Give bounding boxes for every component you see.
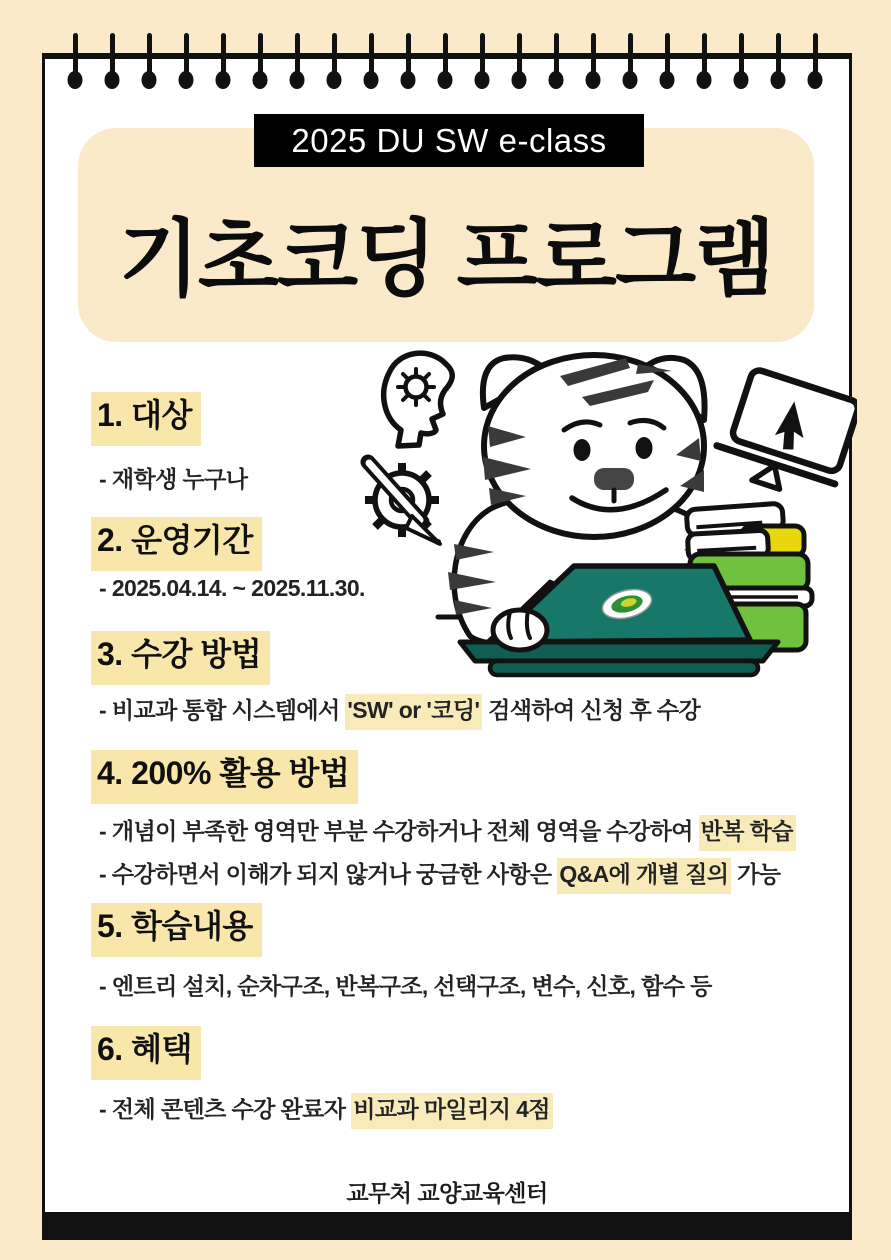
tiger-nose <box>594 468 634 490</box>
section-body-5: - 엔트리 설치, 순차구조, 반복구조, 선택구조, 변수, 신호, 함수 등 <box>99 973 712 999</box>
spiral-pin <box>554 33 559 77</box>
section-heading-5: 5. 학습내용 <box>91 901 262 947</box>
section-heading-3: 3. 수강 방법 <box>91 629 270 675</box>
section-heading-2: 2. 운영기간 <box>91 515 262 561</box>
tiger-paw <box>493 610 547 650</box>
thinking-head-gear-icon <box>384 353 453 446</box>
laptop-logo <box>599 585 654 623</box>
gear-pencil-icon <box>365 462 441 545</box>
spiral-pin <box>443 33 448 77</box>
section-heading-1: 1. 대상 <box>91 390 201 436</box>
spiral-pin <box>369 33 374 77</box>
spiral-pin <box>739 33 744 77</box>
spiral-pin <box>813 33 818 77</box>
section-body-1: - 재학생 누구나 <box>99 466 248 492</box>
laptop <box>460 566 778 675</box>
section-body-6: - 전체 콘텐츠 수강 완료자 비교과 마일리지 4점 <box>99 1091 553 1124</box>
section-heading-4: 4. 200% 활용 방법 <box>91 748 358 794</box>
tiger-head <box>484 355 704 537</box>
tiger-ear-right <box>638 358 705 420</box>
poster-title: 기초코딩 프로그램 <box>118 211 774 306</box>
books-stack <box>684 503 812 650</box>
spiral-pin <box>406 33 411 77</box>
notebook-page <box>42 53 852 1240</box>
spiral-pin <box>295 33 300 77</box>
spiral-binding <box>0 0 891 110</box>
spiral-pin <box>332 33 337 77</box>
spiral-pin <box>73 33 78 77</box>
tiger-ear-left <box>483 357 548 408</box>
spiral-pin <box>517 33 522 77</box>
section-body-2: - 2025.04.14. ~ 2025.11.30. <box>99 575 365 601</box>
tiger-smile <box>572 490 666 510</box>
spiral-pin <box>776 33 781 77</box>
spiral-pin <box>221 33 226 77</box>
badge-label: 2025 DU SW e-class <box>291 121 607 159</box>
tiger-eye-right <box>636 437 653 459</box>
monitor-cursor-icon <box>710 365 857 505</box>
spiral-pin <box>480 33 485 77</box>
footer-organization: 교무처 교양교육센터 <box>346 1180 548 1206</box>
spiral-pin <box>258 33 263 77</box>
spiral-pin <box>628 33 633 77</box>
section-body-4 <box>99 813 796 899</box>
spiral-pin <box>147 33 152 77</box>
section-body-4-line-1: - 개념이 부족한 영역만 부분 수강하거나 전체 영역을 수강하여 반복 학습 <box>99 813 796 846</box>
tiger-eye-left <box>574 439 591 461</box>
section-heading-6: 6. 혜택 <box>91 1024 201 1070</box>
spiral-pin <box>702 33 707 77</box>
spiral-pin <box>184 33 189 77</box>
tiger-character <box>448 355 719 650</box>
spiral-pin <box>665 33 670 77</box>
section-body-4-line-2: - 수강하면서 이해가 되지 않거나 궁금한 사항은 Q&A에 개별 질의 가능 <box>99 856 796 889</box>
spiral-pin <box>591 33 596 77</box>
section-body-3: - 비교과 통합 시스템에서 'SW' or '코딩' 검색하여 신청 후 수강 <box>99 692 700 725</box>
spiral-pin <box>110 33 115 77</box>
illustration <box>342 340 857 696</box>
badge <box>254 114 644 167</box>
